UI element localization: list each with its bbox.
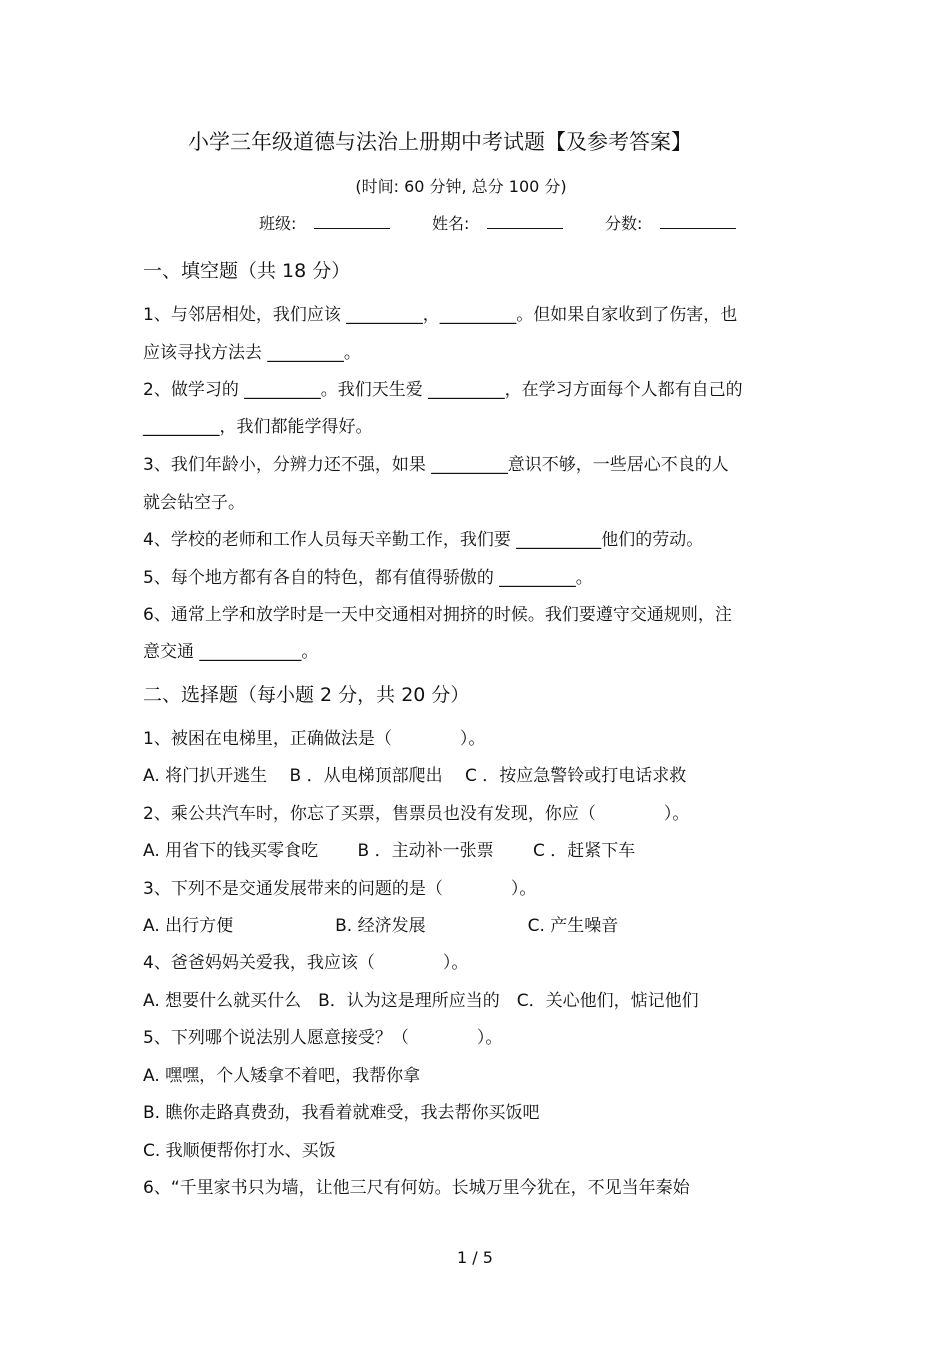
exam-time-info: (时间: 60 分钟, 总分 100 分) — [355, 177, 567, 196]
choice-line: A. 用省下的钱买零食吃 B ．主动补一张票 C ．赶紧下车 — [143, 841, 636, 861]
fill-blank-line: 应该寻找方法去 _________。 — [143, 343, 361, 363]
page-number: 1 / 5 — [457, 1248, 493, 1267]
choice-line: 6、“千里家书只为墙，让他三尺有何妨。长城万里今犹在，不见当年秦始 — [143, 1178, 690, 1198]
fill-blank-line: 1、与邻居相处，我们应该 _________，_________。但如果自家收到了伤害，也 — [143, 305, 738, 325]
fill-blank-line: _________，我们都能学得好。 — [143, 417, 373, 437]
choice-line: 3、下列不是交通发展带来的问题的是（ ）。 — [143, 879, 537, 899]
fill-blank-line: 5、每个地方都有各自的特色，都有值得骄傲的 _________。 — [143, 568, 593, 588]
class-field — [259, 211, 390, 234]
fill-blank-line: 2、做学习的 _________。我们天生爱 _________，在学习方面每个人都有自己的 — [143, 380, 743, 400]
score-blank — [660, 214, 736, 229]
choice-line: A. 嘿嘿，个人矮拿不着吧，我帮你拿 — [143, 1066, 421, 1086]
fill-blank-line: 6、通常上学和放学时是一天中交通相对拥挤的时候。我们要遵守交通规则，注 — [143, 605, 732, 625]
name-field — [432, 211, 563, 234]
choice-line: B. 瞧你走路真费劲，我看着就难受，我去帮你买饭吧 — [143, 1103, 540, 1123]
name-label: 姓名: — [432, 214, 470, 233]
score-label: 分数: — [605, 214, 643, 233]
fill-blank-line: 3、我们年龄小，分辨力还不强，如果 _________意识不够，一些居心不良的人 — [143, 455, 729, 475]
choice-line: 1、被困在电梯里，正确做法是（ ）。 — [143, 729, 486, 749]
name-blank — [487, 214, 563, 229]
class-label: 班级: — [259, 214, 297, 233]
choice-line: A. 将门扒开逃生 B ．从电梯顶部爬出 C ．按应急警铃或打电话求救 — [143, 766, 687, 786]
choice-line: 5、下列哪个说法别人愿意接受？（ ）。 — [143, 1028, 503, 1048]
section-choice-heading: 二、选择题（每小题 2 分，共 20 分） — [143, 684, 470, 706]
fill-blank-line: 意交通 ____________。 — [143, 642, 319, 662]
fill-blank-line: 4、学校的老师和工作人员每天辛勤工作，我们要 __________他们的劳动。 — [143, 530, 704, 550]
choice-line: A. 想要什么就买什么 B．认为这是理所应当的 C．关心他们，惦记他们 — [143, 991, 699, 1011]
fill-blank-line: 就会钻空子。 — [143, 493, 245, 513]
page-title: 小学三年级道德与法治上册期中考试题【及参考答案】 — [188, 130, 692, 154]
score-field — [605, 211, 736, 234]
class-blank — [314, 214, 390, 229]
choice-line: A. 出行方便 B. 经济发展 C. 产生噪音 — [143, 916, 619, 936]
choice-line: C. 我顺便帮你打水、买饭 — [143, 1141, 336, 1161]
section-fill-blank-heading: 一、填空题（共 18 分） — [143, 260, 351, 282]
choice-line: 4、爸爸妈妈关爱我，我应该（ ）。 — [143, 953, 469, 973]
choice-line: 2、乘公共汽车时，你忘了买票，售票员也没有发现，你应（ ）。 — [143, 804, 690, 824]
